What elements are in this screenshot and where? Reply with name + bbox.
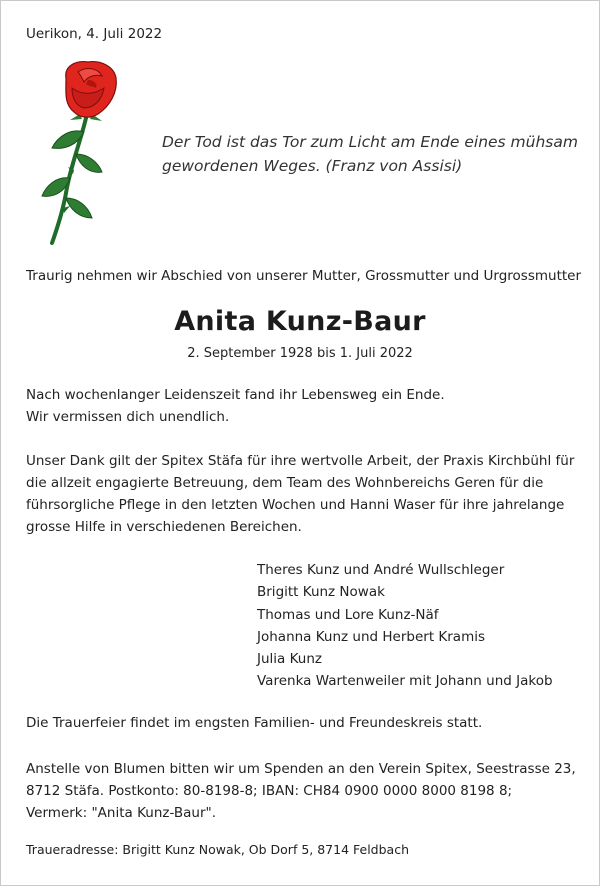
rose-illustration	[36, 58, 132, 246]
intro-text: Traurig nehmen wir Abschied von unserer Mutter, Grossmutter und Urgrossmutter	[26, 268, 582, 284]
farewell-message	[26, 384, 576, 428]
donation-notice: Anstelle von Blumen bitten wir um Spenden an den Verein Spitex, Seestrasse 23, 8712 Stäfa. Postkonto: 80-8198-8; IBAN: CH84 0900 0000 8000 8198 8; Vermerk: "Anita Kunz-Baur".	[26, 761, 576, 821]
farewell-line-1: Nach wochenlanger Leidenszeit fand ihr Lebensweg ein Ende.	[26, 387, 445, 403]
family-member: Theres Kunz und André Wullschleger	[257, 562, 505, 578]
family-member: Thomas und Lore Kunz-Näf	[257, 606, 439, 623]
family-member: Brigitt Kunz Nowak	[257, 584, 385, 601]
mourning-address: Traueradresse: Brigitt Kunz Nowak, Ob Dorf 5, 8714 Feldbach	[26, 842, 410, 857]
family-list	[257, 559, 587, 693]
thanks-paragraph: Unser Dank gilt der Spitex Stäfa für ihre wertvolle Arbeit, der Praxis Kirchbühl für die allzeit engagierte Betreuung, dem Team des Wohnbereichs Geren für die führsorgliche Pflege in den letzten Wochen und Hanni Waser für ihre jahrelange grosse Hilfe in verschiedenen Bereichen.	[26, 453, 575, 535]
family-member: Julia Kunz	[257, 651, 322, 668]
ceremony-notice: Die Trauerfeier findet im engsten Familien- und Freundeskreis statt.	[26, 715, 483, 731]
family-member: Varenka Wartenweiler mit Johann und Jakob	[257, 673, 553, 690]
family-member: Johanna Kunz und Herbert Kramis	[257, 628, 486, 645]
deceased-name: Anita Kunz-Baur	[174, 306, 426, 337]
quote	[162, 130, 578, 178]
life-dates: 2. September 1928 bis 1. Juli 2022	[187, 346, 413, 361]
place-date: Uerikon, 4. Juli 2022	[26, 26, 163, 42]
quote-line-1: Der Tod ist das Tor zum Licht am Ende eines mühsam	[162, 133, 578, 151]
farewell-line-2: Wir vermissen dich unendlich.	[26, 409, 230, 425]
quote-line-2: gewordenen Weges. (Franz von Assisi)	[162, 157, 463, 175]
